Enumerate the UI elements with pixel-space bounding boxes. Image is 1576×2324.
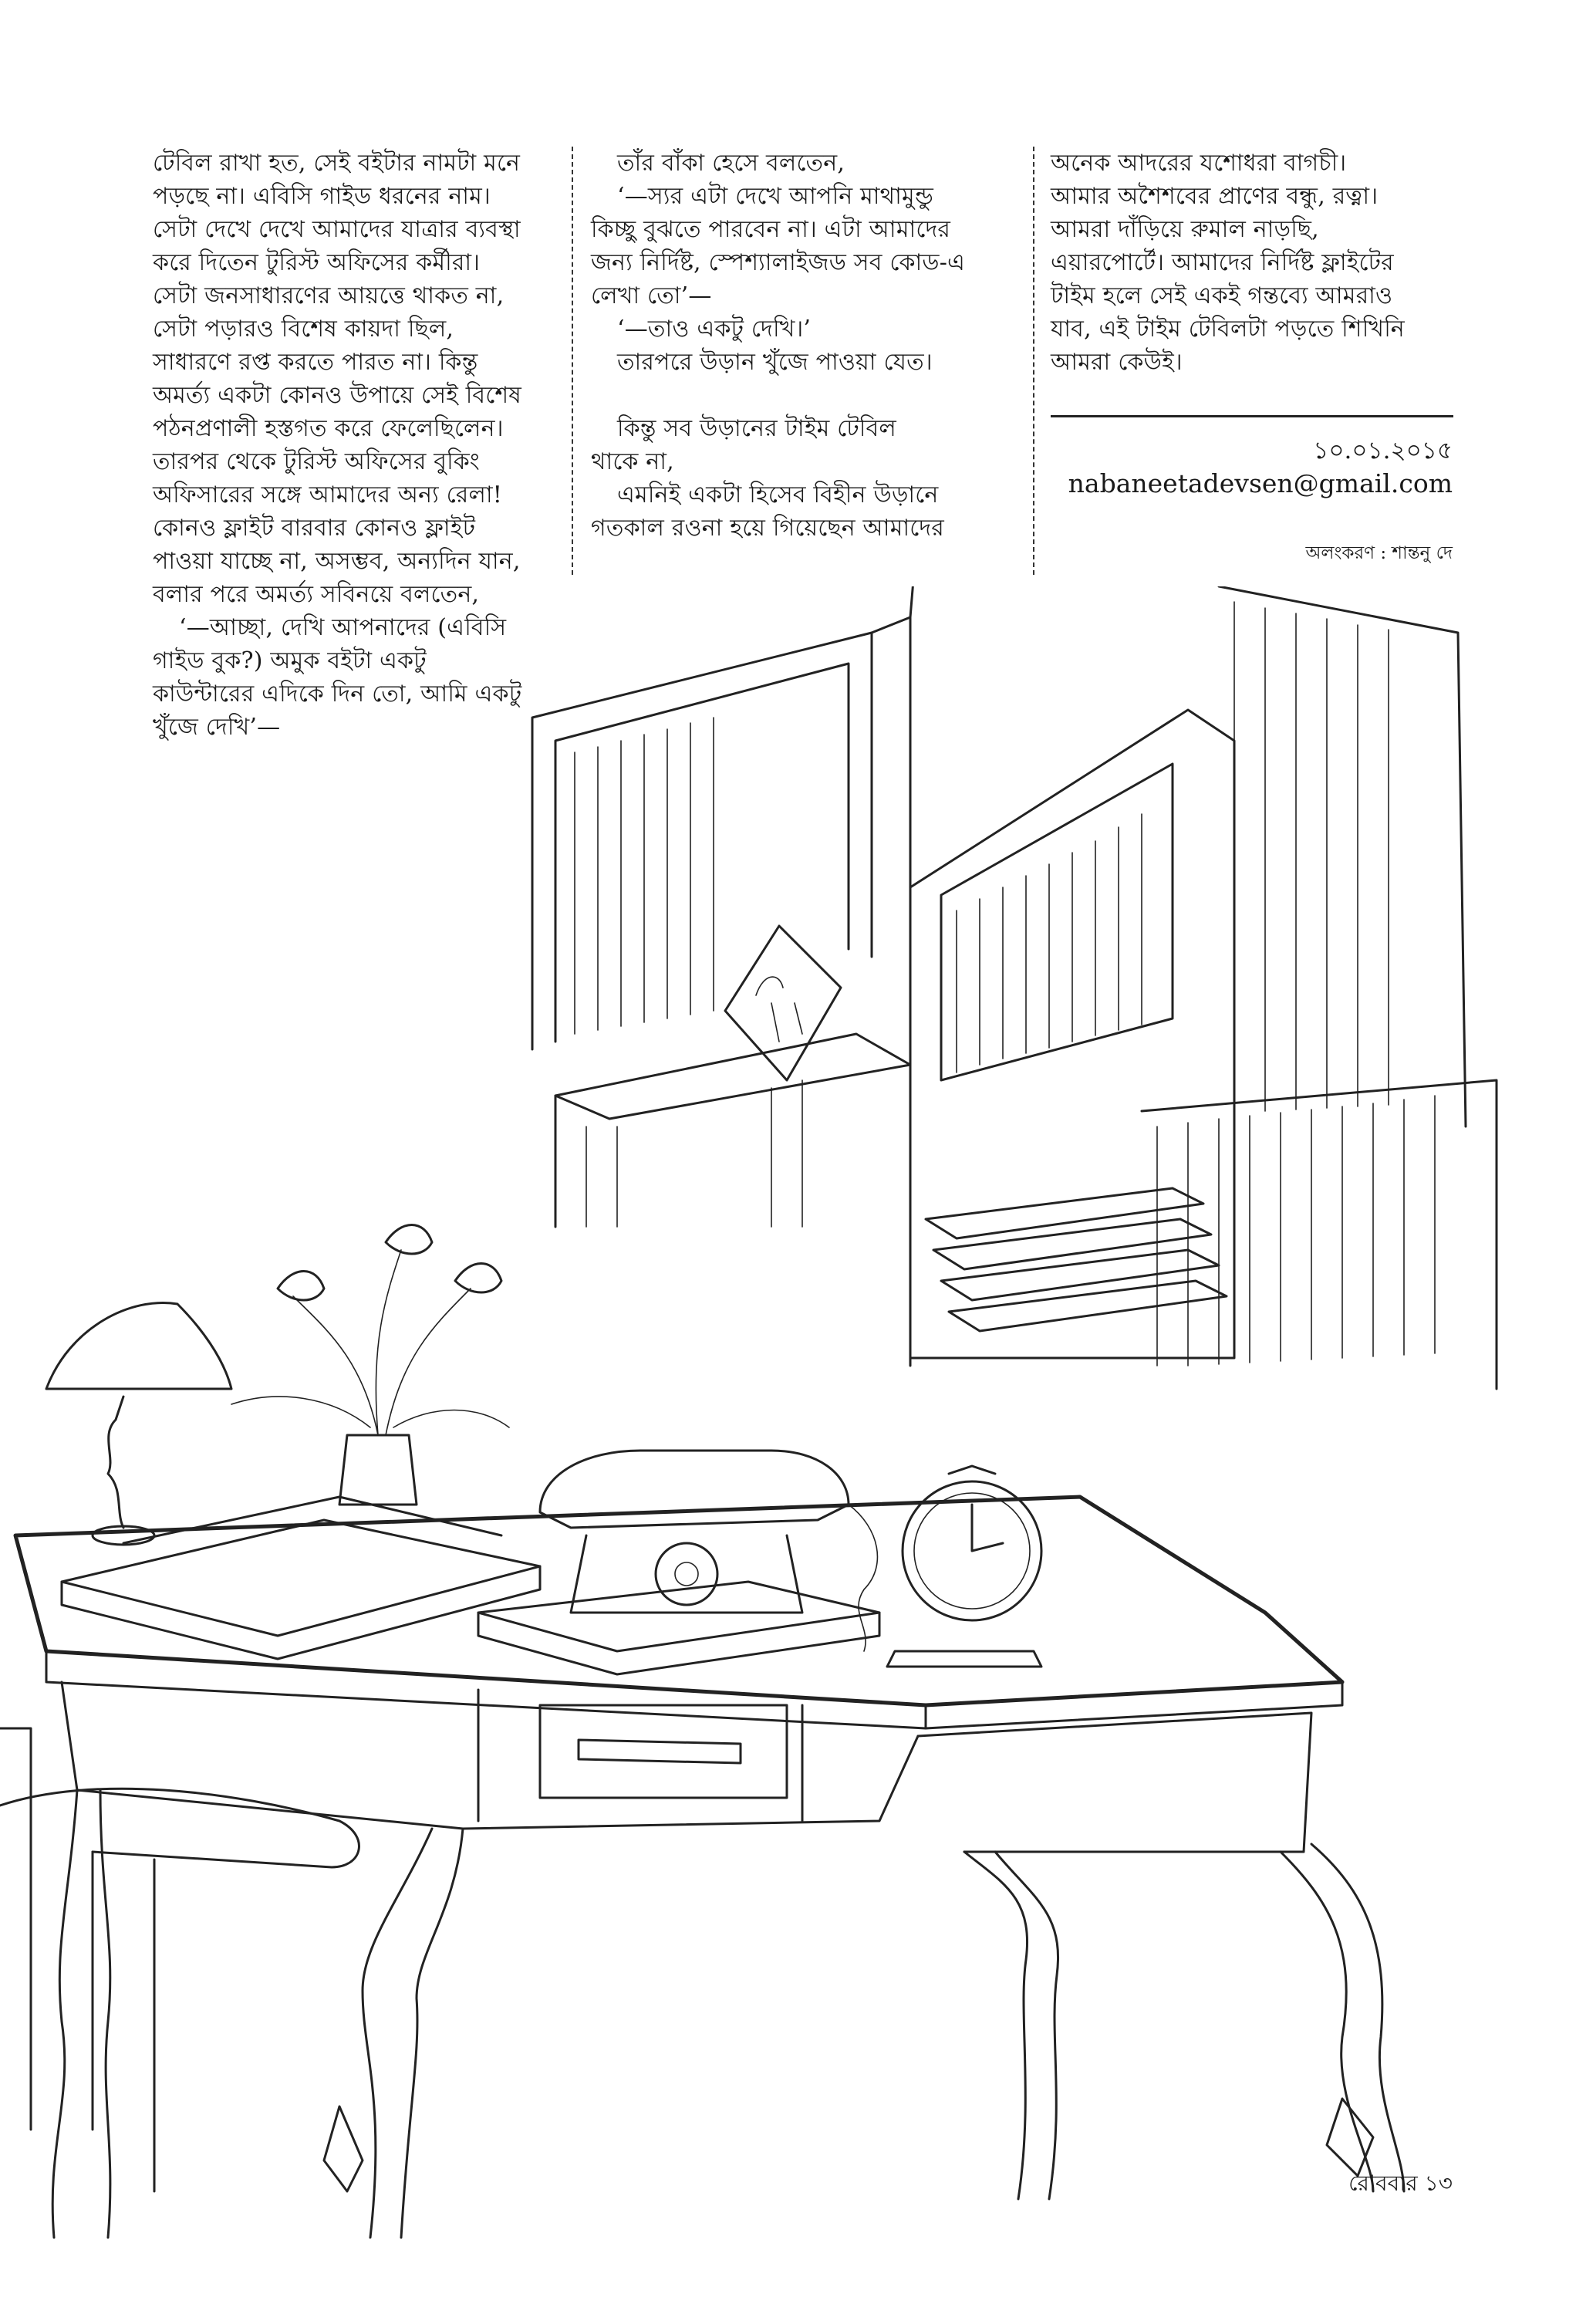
article-line: তাঁর বাঁকা হেসে বলতেন, bbox=[617, 150, 845, 177]
article-line: সেটা পড়ারও বিশেষ কায়দা ছিল, bbox=[153, 316, 454, 343]
lamp-sketch bbox=[46, 1302, 231, 1545]
article-line: যাব, এই টাইম টেবিলটা পড়তে শিখিনি bbox=[1051, 316, 1405, 343]
article-line: বলার পরে অমর্ত্য সবিনয়ে বলতেন, bbox=[153, 581, 480, 608]
article-column-3 bbox=[1051, 147, 1452, 379]
article-line: ‘—আচ্ছা, দেখি আপনাদের (এবিসি bbox=[179, 614, 507, 641]
desk-sketch bbox=[15, 1497, 1404, 2238]
cabinet-sketch bbox=[555, 1034, 910, 1235]
column-divider bbox=[572, 147, 573, 575]
article-line: খুঁজে দেখি’— bbox=[153, 714, 281, 741]
illustration-credit: অলংকরণ : শান্তনু দে bbox=[1305, 543, 1453, 563]
article-line: জন্য নির্দিষ্ট, স্পেশ্যালাইজড সব কোড-এ bbox=[591, 249, 966, 276]
article-line: করে দিতেন টুরিস্ট অফিসের কর্মীরা। bbox=[153, 249, 481, 276]
article-line: সাধারণে রপ্ত করতে পারত না। কিন্তু bbox=[153, 349, 478, 376]
article-line: কোনও ফ্লাইট বারবার কোনও ফ্লাইট bbox=[153, 515, 476, 542]
article-line: সেটা জনসাধারণের আয়ত্তে থাকত না, bbox=[153, 282, 505, 309]
desk-illustration bbox=[0, 586, 1576, 2324]
article-line: কিচ্ছু বুঝতে পারবেন না। এটা আমাদের bbox=[591, 216, 951, 243]
article-line: অফিসারের সঙ্গে আমাদের অন্য রেলা! bbox=[153, 481, 503, 508]
signoff-rule bbox=[1051, 415, 1453, 417]
article-column-2 bbox=[591, 147, 1000, 545]
article-line: গাইড বুক?) অমুক বইটা একটু bbox=[153, 647, 427, 674]
article-line: এয়ারপোর্টে। আমাদের নির্দিষ্ট ফ্লাইটের bbox=[1051, 249, 1394, 276]
article-line: তারপরে উড়ান খুঁজে পাওয়া যেত। bbox=[617, 349, 933, 376]
article-line: এমনিই একটা হিসেব বিহীন উড়ানে bbox=[617, 481, 939, 508]
article-line: পড়ছে না। এবিসি গাইড ধরনের নাম। bbox=[153, 183, 491, 210]
article-line: আমরা দাঁড়িয়ে রুমাল নাড়ছি, bbox=[1051, 216, 1319, 243]
article-line: আমার অশৈশবের প্রাণের বন্ধু, রত্না। bbox=[1051, 183, 1379, 210]
article-line: পাওয়া যাচ্ছে না, অসম্ভব, অন্যদিন যান, bbox=[153, 548, 521, 575]
article-line: টেবিল রাখা হত, সেই বইটার নামটা মনে bbox=[153, 150, 521, 177]
chair-sketch bbox=[0, 1728, 359, 2191]
article-line: লেখা তো’— bbox=[591, 282, 712, 309]
author-email: nabaneetadevsen@gmail.com bbox=[1068, 468, 1453, 498]
article-line: আমরা কেউই। bbox=[1051, 349, 1183, 376]
article-line: তারপর থেকে টুরিস্ট অফিসের বুকিং bbox=[153, 448, 480, 475]
article-line: ‘—তাও একটু দেখি।’ bbox=[617, 316, 812, 343]
article-line: থাকে না, bbox=[591, 448, 674, 475]
flower-vase-sketch bbox=[231, 1225, 509, 1505]
column-divider bbox=[1033, 147, 1034, 575]
article-line: ‘—স্যর এটা দেখে আপনি মাথামুন্ডু bbox=[617, 183, 933, 210]
article-line: পঠনপ্রণালী হস্তগত করে ফেলেছিলেন। bbox=[153, 415, 504, 442]
article-line: গতকাল রওনা হয়ে গিয়েছেন আমাদের bbox=[591, 515, 945, 542]
article-line: অমর্ত্য একটা কোনও উপায়ে সেই বিশেষ bbox=[153, 382, 522, 409]
page-folio: রোববার ১৩ bbox=[1348, 2170, 1453, 2196]
article-line: কাউন্টারের এদিকে দিন তো, আমি একটু bbox=[153, 681, 522, 708]
article-date: ১০.০১.২০১৫ bbox=[1313, 437, 1453, 464]
article-line: কিন্তু সব উড়ানের টাইম টেবিল bbox=[617, 415, 896, 442]
article-line bbox=[591, 379, 1000, 412]
article-line: অনেক আদরের যশোধরা বাগচী। bbox=[1051, 150, 1347, 177]
alarm-clock-sketch bbox=[887, 1466, 1041, 1667]
bookshelf-sketch bbox=[532, 586, 1497, 1389]
article-line: টাইম হলে সেই একই গন্তব্যে আমরাও bbox=[1051, 282, 1393, 309]
books-on-desk-sketch bbox=[62, 1497, 879, 1674]
article-line: সেটা দেখে দেখে আমাদের যাত্রার ব্যবস্থা bbox=[153, 216, 521, 243]
